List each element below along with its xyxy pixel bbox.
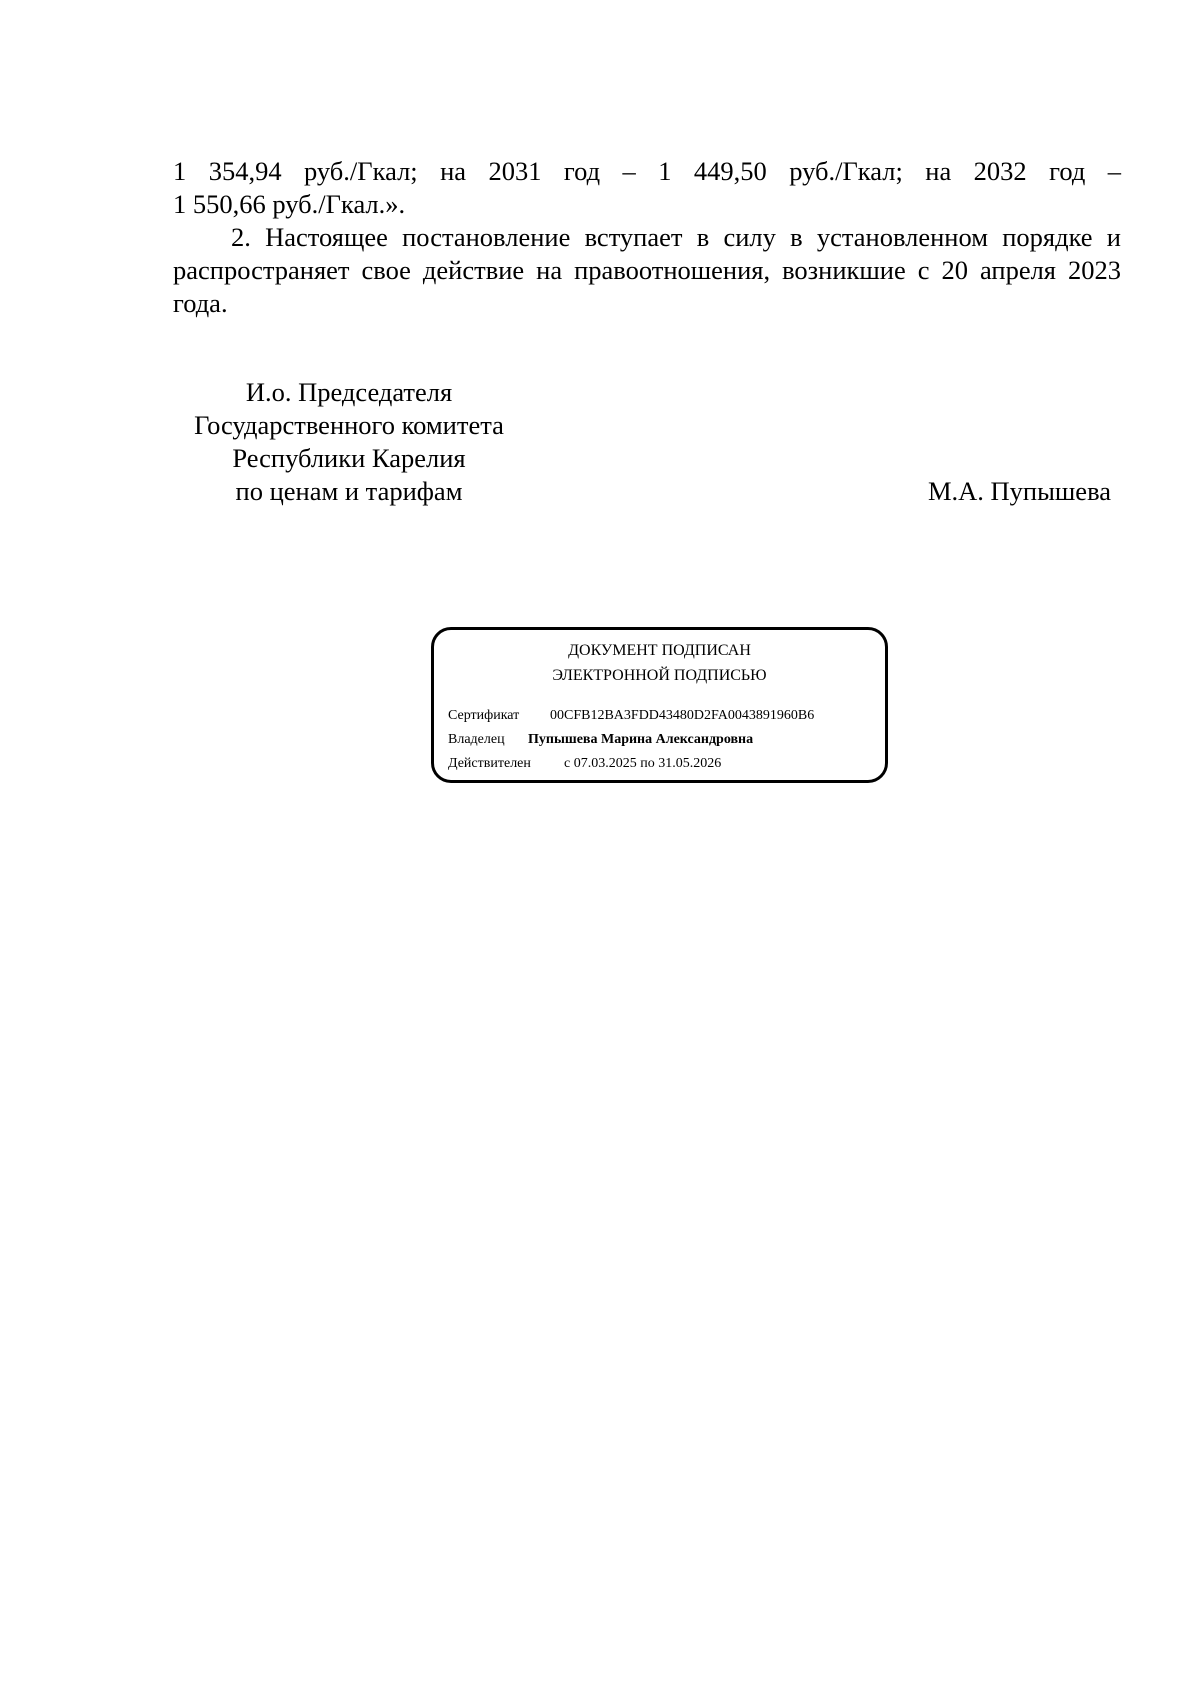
signer-position-line-4: по ценам и тарифам [235, 476, 463, 506]
stamp-header-line-2: ЭЛЕКТРОННОЙ ПОДПИСЬЮ [552, 667, 767, 684]
stamp-validity-value: с 07.03.2025 по 31.05.2026 [564, 756, 722, 771]
paragraph-tariffs-line-1: 1 354,94 руб./Гкал; на 2031 год – 1 449,50 руб./Гкал; на 2032 год – [173, 156, 1121, 186]
stamp-validity-label: Действителен [448, 756, 531, 771]
stamp-header-line-1: ДОКУМЕНТ ПОДПИСАН [568, 642, 751, 659]
signer-name: М.А. Пупышева [927, 476, 1111, 506]
paragraph-tariffs-line-2: 1 550,66 руб./Гкал.». [173, 189, 406, 219]
document-body [173, 155, 1121, 320]
stamp-header [434, 638, 885, 688]
stamp-owner-row [448, 731, 753, 749]
signer-position-line-1: И.о. Председателя [245, 377, 453, 407]
signer-position [173, 376, 525, 508]
paragraph-effective-date: 2. Настоящее постановление вступает в силу в установленном порядке и распространяет свое действие на правоотношения, возникшие с 20 апреля 2023 года. [173, 222, 1121, 318]
stamp-owner-value: Пупышева Марина Александровна [528, 732, 754, 747]
stamp-validity-row [448, 755, 721, 773]
stamp-certificate-label: Сертификат [448, 708, 520, 723]
stamp-owner-label: Владелец [448, 732, 505, 747]
stamp-certificate-row [448, 707, 814, 725]
electronic-signature-stamp [431, 627, 888, 783]
stamp-certificate-value: 00CFB12BA3FDD43480D2FA0043891960B6 [550, 708, 815, 723]
signer-position-line-2: Государственного комитета [194, 410, 504, 440]
signer-position-line-3: Республики Карелия [232, 443, 466, 473]
paragraph-tariffs [173, 155, 1121, 221]
